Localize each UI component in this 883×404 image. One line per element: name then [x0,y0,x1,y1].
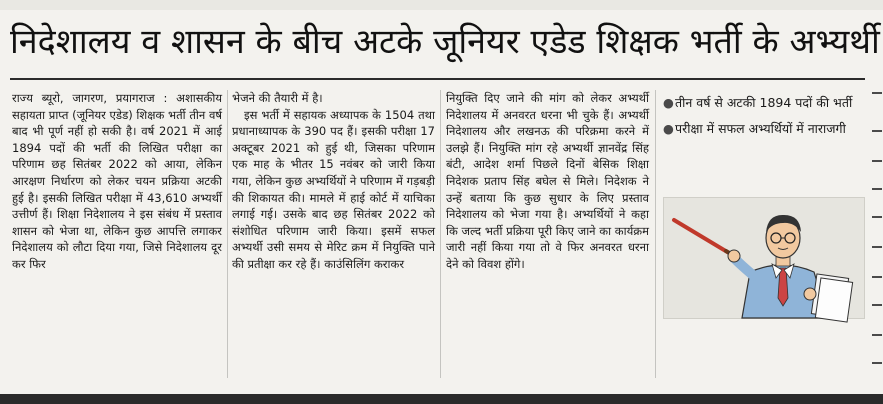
column-divider [227,90,228,378]
article-column-2 [232,90,435,380]
bullet-icon: ● [663,95,674,110]
teacher-pointing-icon [664,198,864,318]
cropped-text-fragment [20,0,760,5]
paragraph: भेजने की तैयारी में है। [232,91,323,105]
column-divider [655,90,656,378]
highlight-item [663,120,865,138]
bullet-icon: ● [663,121,674,136]
teacher-illustration [663,197,865,319]
page-title: निदेशालय व शासन के बीच अटके जूनियर एडेड शिक्षक भर्ती के अभ्यर्थी [10,22,880,62]
highlights-box [663,94,865,146]
paragraph: इस भर्ती में सहायक अध्यापक के 1504 तथा प्रधानाध्यापक के 390 पद हैं। इसकी परीक्षा 17 अक्टूबर 2021 को हुई थी, जिसका परिणाम एक माह के भीतर 15 नवंबर को जारी किया गया, लेकिन कुछ अभ्यर्थियों ने परिणाम में गड़बड़ी की शिकायत की। मामले में हाई कोर्ट में याचिका लगाई गई। उसके बाद छह सितंबर 2022 को संशोधित परिणाम जारी किया। इसमें सफल अभ्यर्थी उसी समय से मेरिट क्रम में नियुक्ति पाने की प्रतीक्षा कर रहे हैं। काउंसिलिंग कराकर [232,107,435,271]
headline-divider [10,78,865,80]
article-column-1 [12,90,222,380]
highlight-item [663,94,865,112]
paragraph: राज्य ब्यूरो, जागरण, प्रयागराज : अशासकीय सहायता प्राप्त (जूनियर एडेड) शिक्षक भर्ती तीन वर्ष बाद भी पूर्ण नहीं हो सकी है। वर्ष 2021 में आई 1894 पदों की भर्ती की लिखित परीक्षा का परिणाम छह सितंबर 2022 को आया, लेकिन आरक्षण निर्धारण को लेकर चयन प्रक्रिया अटकी हुई है। इसकी लिखित परीक्षा में 43,610 अभ्यर्थी उत्तीर्ण हैं। शिक्षा निदेशालय ने इस संबंध में प्रस्ताव शासन को भेजा था, लेकिन कुछ आपत्ति लगाकर निदेशालय को लौटा दिया गया, जिसे निदेशालय दूर कर फिर [12,91,222,271]
highlight-text: तीन वर्ष से अटकी 1894 पदों की भर्ती [675,95,853,110]
page-bottom-border [0,394,883,404]
column-divider [440,90,441,378]
highlight-text: परीक्षा में सफल अभ्यर्थियों में नाराजगी [675,121,846,136]
next-article-edge [870,90,883,380]
previous-article-strip [0,0,883,10]
article-column-3 [446,90,649,380]
paragraph: नियुक्ति दिए जाने की मांग को लेकर अभ्यर्थी निदेशालय में अनवरत धरना भी चुके हैं। अभ्यर्थी निदेशालय और लखनऊ की परिक्रमा करने में उलझे हैं। नियुक्ति मांग रहे अभ्यर्थी ज्ञानवेंद्र सिंह बंटी, आदेश शर्मा पिछले दिनों बेसिक शिक्षा निदेशक प्रताप सिंह बघेल से मिले। निदेशक ने उन्हें बताया कि कुछ सुधार के लिए प्रस्ताव निदेशालय को भेजा गया है। अभ्यर्थियों ने कहा कि जल्द भर्ती प्रक्रिया पूरी किए जाने का कार्यक्रम जारी नहीं किया गया तो वे फिर अनवरत धरना देने को विवश होंगे। [446,91,649,271]
